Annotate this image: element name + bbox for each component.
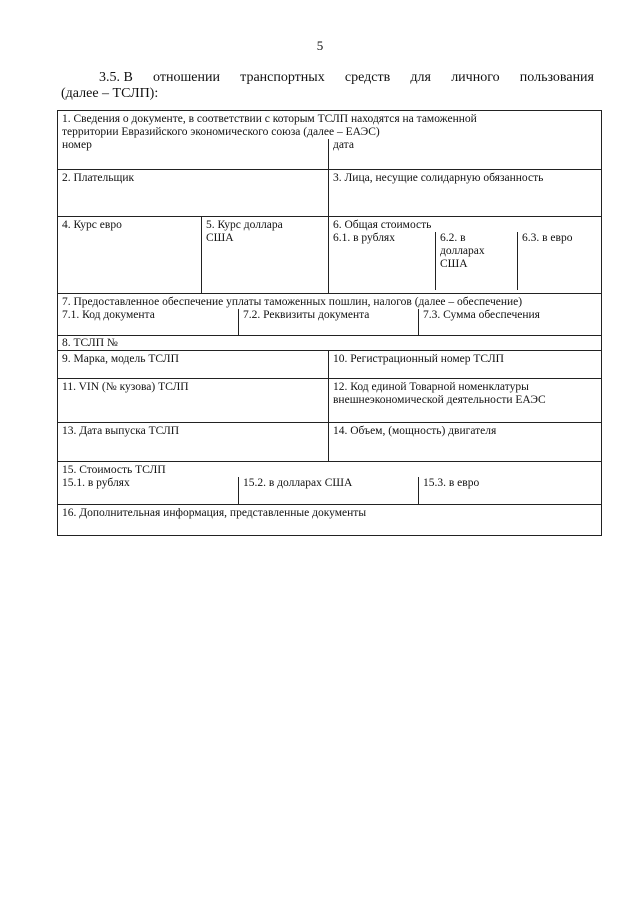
intro-word: пользования [519,70,594,85]
field-4-label: 4. Курс евро [62,219,122,231]
row-release-engine [58,423,601,462]
field-12-label-cont: внешнеэкономической деятельности ЕАЭС [333,394,546,406]
intro-word: для [410,70,431,85]
field-10-registration-number[interactable] [328,351,601,378]
section-intro [61,70,594,102]
field-6-total-value [328,217,601,293]
field-1-title: 1. Сведения о документе, в соответствии с которым ТСЛП находятся на таможенной [62,113,477,125]
field-2-payer[interactable] [58,170,328,216]
field-1-date-label: дата [333,139,354,151]
field-15-1-rub[interactable] [58,477,238,504]
field-1-title-cont: территории Евразийского экономического союза (далее – ЕАЭС) [62,126,380,138]
row-make-registration [58,351,601,379]
intro-line-1 [61,70,594,86]
field-13-release-date[interactable] [58,423,328,461]
field-3-joint-liability[interactable] [328,170,601,216]
field-6-3-label: 6.3. в евро [522,232,573,244]
field-15-3-eur[interactable] [418,477,601,504]
field-8-label: 8. ТСЛП № [62,337,118,349]
field-5-usd-rate[interactable] [201,217,328,293]
intro-word: личного [451,70,500,85]
field-15-3-label: 15.3. в евро [423,477,480,489]
field-16-label: 16. Дополнительная информация, представленные документы [62,507,367,519]
field-6-1-label: 6.1. в рублях [333,232,395,244]
field-4-euro-rate[interactable] [58,217,201,293]
field-7-security [58,294,601,336]
declaration-form-table [57,110,602,536]
field-1-date[interactable] [328,139,601,169]
field-16-additional-info[interactable] [58,505,601,535]
field-7-3-label: 7.3. Сумма обеспечения [423,309,540,321]
field-13-label: 13. Дата выпуска ТСЛП [62,425,180,437]
field-5-label-cont: США [206,232,234,244]
page-number: 5 [316,38,324,53]
field-6-2-label-cont: долларах [440,245,485,257]
row-vin-code [58,379,601,423]
field-11-vin[interactable] [58,379,328,422]
field-1-number[interactable] [58,139,328,169]
field-15-title: 15. Стоимость ТСЛП [62,464,166,476]
field-12-label: 12. Код единой Товарной номенклатуры [333,381,529,393]
field-6-3-eur[interactable] [517,232,601,290]
field-11-label: 11. VIN (№ кузова) ТСЛП [62,381,189,393]
field-7-3-amount[interactable] [418,309,601,335]
intro-word: транспортных [240,70,325,85]
field-15-2-usd[interactable] [238,477,418,504]
field-1-number-label: номер [62,139,92,151]
row-rates-and-value [58,217,601,294]
field-10-label: 10. Регистрационный номер ТСЛП [333,353,504,365]
intro-line-2: (далее – ТСЛП): [61,86,159,101]
intro-word: отношении [153,70,220,85]
field-6-title: 6. Общая стоимость [333,219,432,231]
field-7-1-label: 7.1. Код документа [62,309,155,321]
field-7-2-label: 7.2. Реквизиты документа [243,309,370,321]
field-6-1-rub[interactable] [329,232,435,290]
field-1-document-info [58,111,601,170]
field-6-2-label: 6.2. в [440,232,466,244]
field-7-2-details[interactable] [238,309,418,335]
field-15-vehicle-value [58,462,601,505]
field-15-2-label: 15.2. в долларах США [243,477,353,489]
field-7-1-code[interactable] [58,309,238,335]
field-9-label: 9. Марка, модель ТСЛП [62,353,179,365]
intro-word: средств [344,70,391,85]
field-14-engine-volume[interactable] [328,423,601,461]
field-3-label: 3. Лица, несущие солидарную обязанность [333,172,544,184]
field-5-label: 5. Курс доллара [206,219,283,231]
field-6-2-label-cont2: США [440,258,468,270]
field-2-label: 2. Плательщик [62,172,135,184]
field-6-2-usd[interactable] [435,232,517,290]
field-14-label: 14. Объем, (мощность) двигателя [333,425,497,437]
field-7-title: 7. Предоставленное обеспечение уплаты таможенных пошлин, налогов (далее – обеспечение) [62,296,523,308]
intro-word: 3.5. В [99,70,133,85]
field-12-tnved-code[interactable] [328,379,601,422]
row-payer [58,170,601,217]
field-15-1-label: 15.1. в рублях [62,477,130,489]
field-9-make-model[interactable] [58,351,328,378]
field-8-vehicle-no[interactable] [58,336,601,351]
